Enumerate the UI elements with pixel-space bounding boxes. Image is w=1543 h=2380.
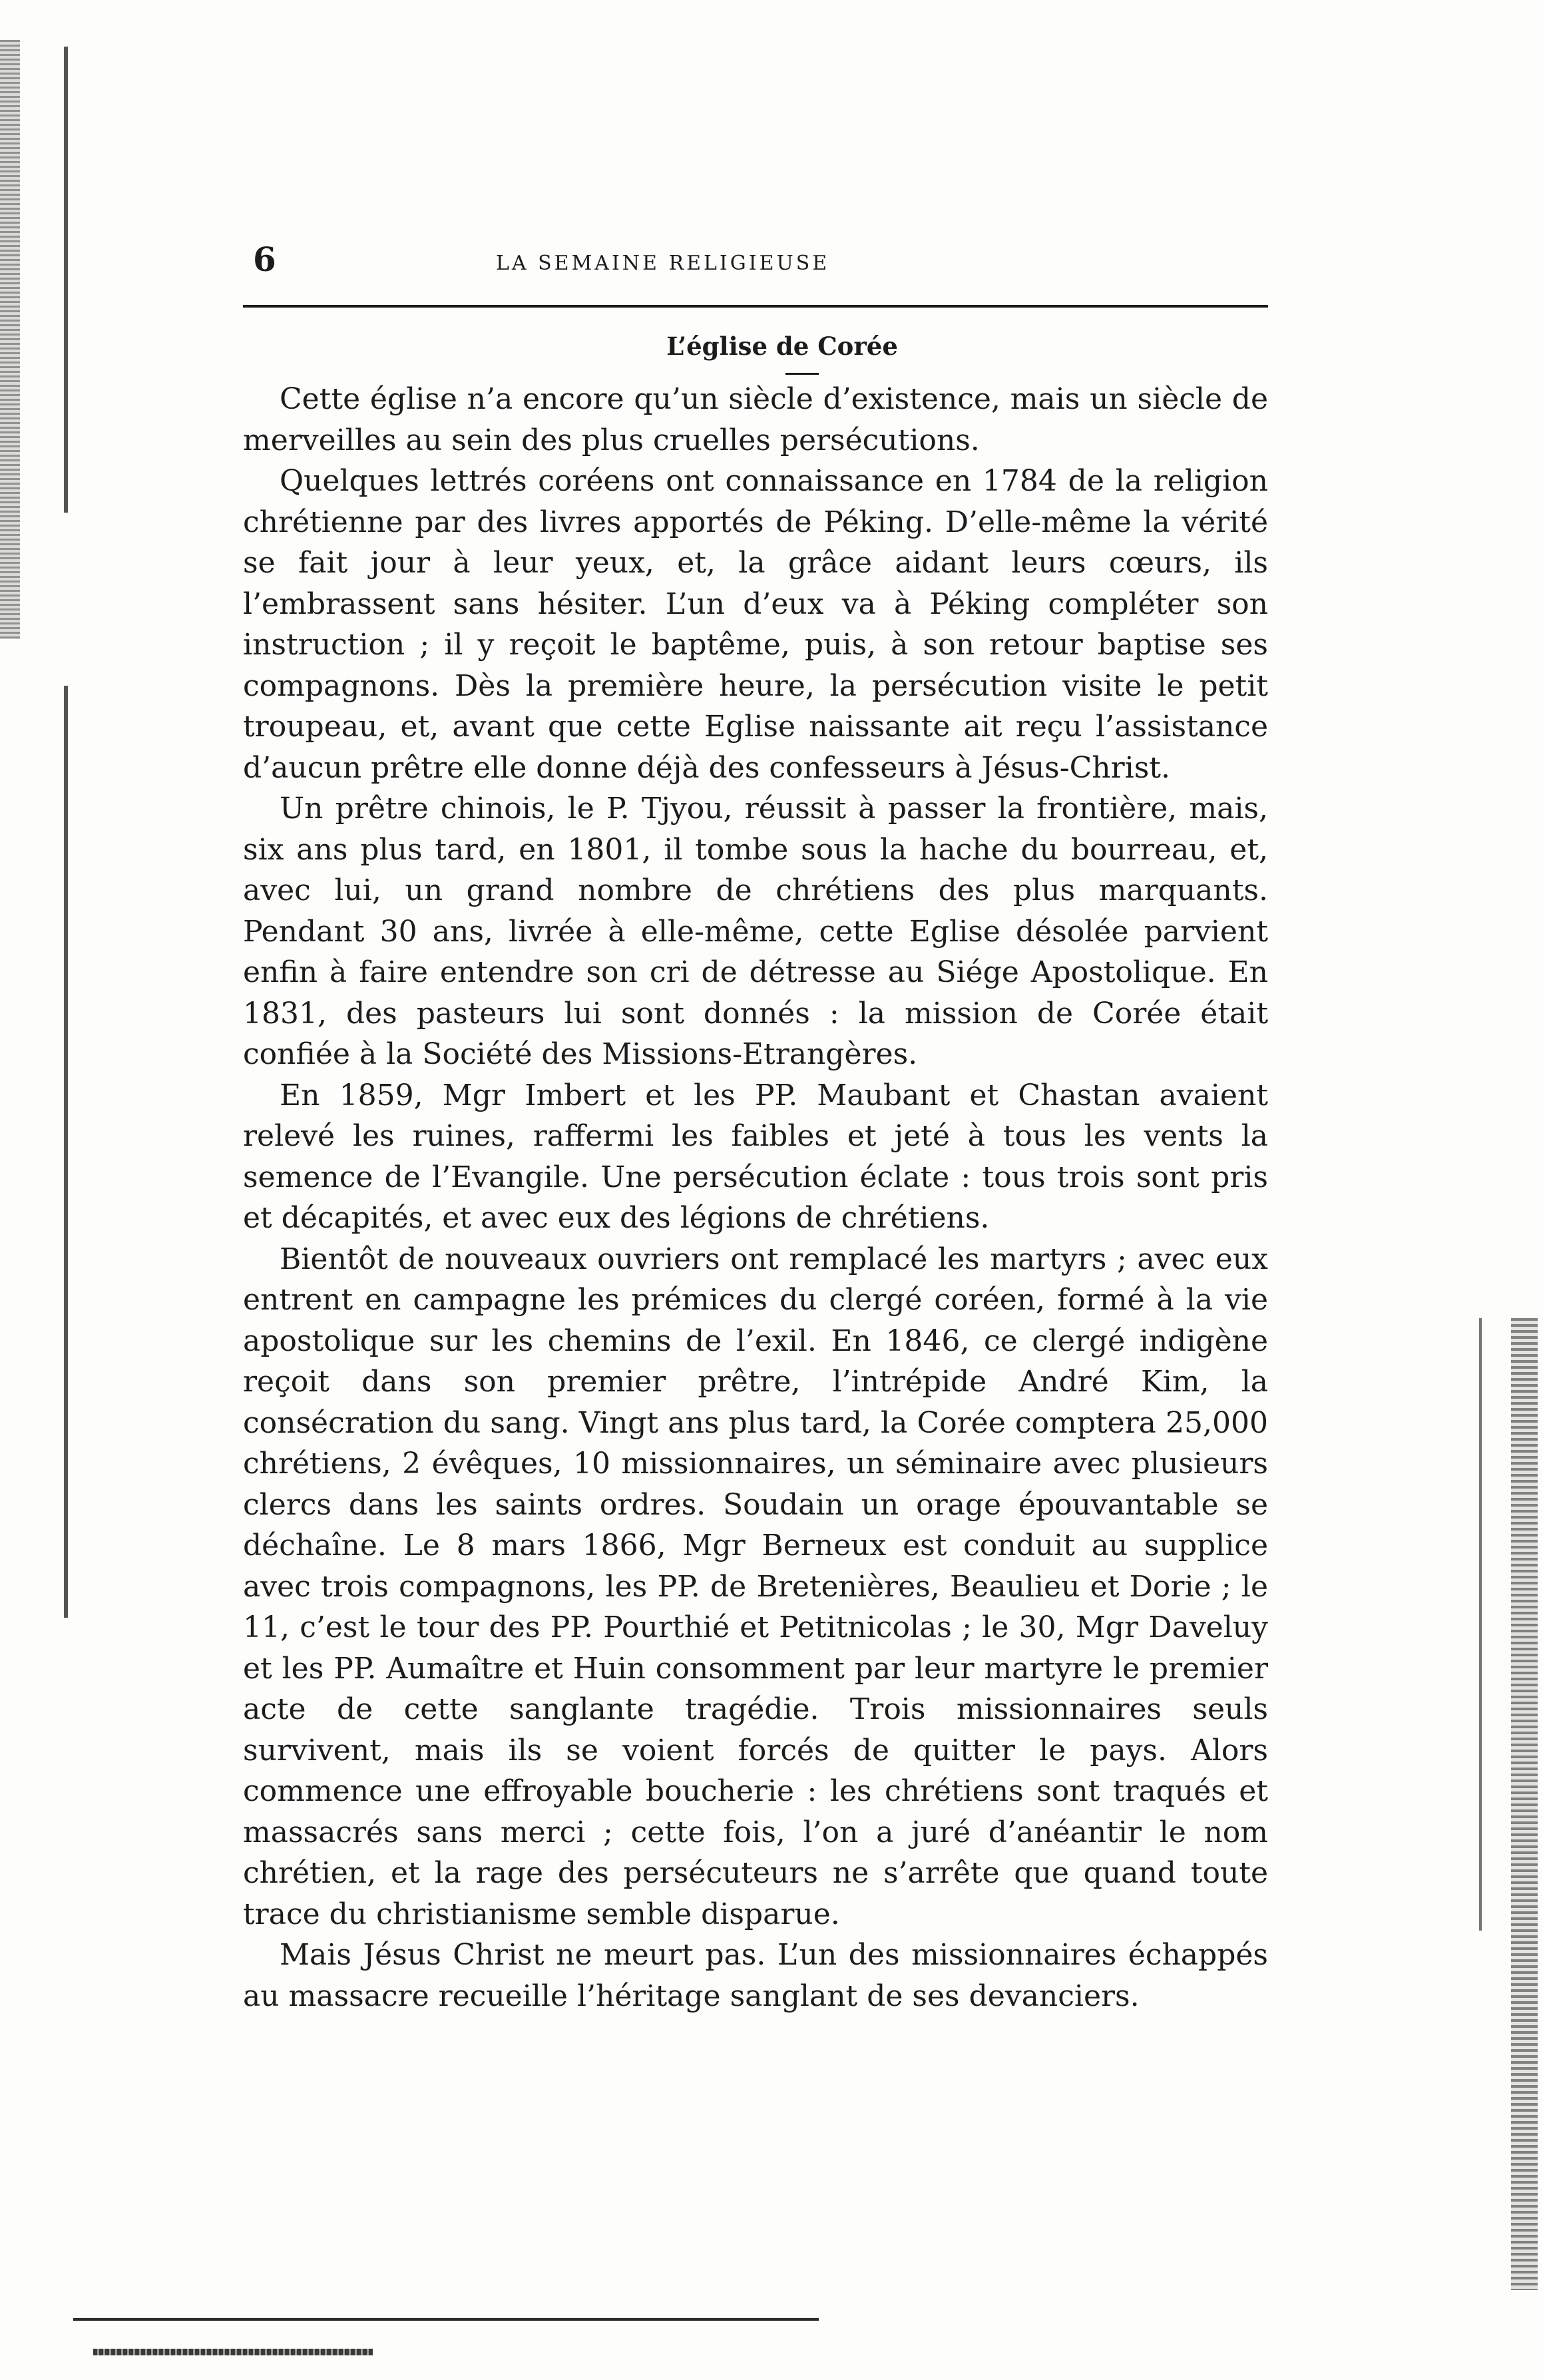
scan-artifact-bottom-smudge (93, 2349, 373, 2355)
scan-artifact-bottom-line (73, 2318, 819, 2321)
page-number: 6 (253, 240, 276, 279)
running-title: LA SEMAINE RELIGIEUSE (496, 252, 830, 275)
scan-artifact-right-line (1479, 1318, 1482, 1931)
paragraph: Mais Jésus Christ ne meurt pas. L’un des missionnaires échappés au massacre recueille l’héritage sanglant de ses devanciers. (243, 1938, 1268, 2013)
paragraph: En 1859, Mgr Imbert et les PP. Maubant et Chastan avaient relevé les ruines, raffermi les faibles et jeté à tous les vents la semence de l’Evangile. Une persécution éclate : tous trois sont pris et décapités, et avec eux des légions de chrétiens. (243, 1078, 1268, 1235)
article-body (243, 379, 1268, 2017)
paragraph: Bientôt de nouveaux ouvriers ont remplacé les martyrs ; avec eux entrent en campagne les prémices du clergé coréen, formé à la vie apostolique sur les chemins de l’exil. En 1846, ce clergé indigène reçoit dans son premier prêtre, l’intrépide André Kim, la consécration du sang. Vingt ans plus tard, la Corée comptera 25,000 chrétiens, 2 évêques, 10 missionnaires, un séminaire avec plusieurs clercs dans les saints ordres. Soudain un orage épouvantable se déchaîne. Le 8 mars 1866, Mgr Berneux est conduit au supplice avec trois compagnons, les PP. de Bretenières, Beaulieu et Dorie ; le 11, c’est le tour des PP. Pourthié et Petitnicolas ; le 30, Mgr Daveluy et les PP. Aumaître et Huin consomment par leur martyre le premier acte de cette sanglante tragédie. Trois missionnaires seuls survivent, mais ils se voient forcés de quitter le pays. Alors commence une effroyable boucherie : les chrétiens sont traqués et massacrés sans merci ; cette fois, l’on a juré d’anéantir le nom chrétien, et la rage des persécuteurs ne s’arrête que quand toute trace du christianisme semble disparue. (243, 1242, 1268, 1931)
paragraph: Cette église n’a encore qu’un siècle d’existence, mais un siècle de merveilles au sein des plus cruelles persécutions. (243, 382, 1268, 457)
paragraph: Un prêtre chinois, le P. Tjyou, réussit à passer la frontière, mais, six ans plus tard, en 1801, il tombe sous la hache du bourreau, et, avec lui, un grand nombre de chrétiens des plus marquants. Pendant 30 ans, livrée à elle-même, cette Eglise désolée parvient enfin à faire entendre son cri de détresse au Siége Apostolique. En 1831, des pasteurs lui sont donnés : la mission de Corée était confiée à la Société des Missions-Etrangères. (243, 792, 1268, 1071)
document-page (243, 240, 1268, 2017)
running-header (243, 240, 1268, 308)
paragraph: Quelques lettrés coréens ont connaissance en 1784 de la religion chrétienne par des livres apportés de Péking. D’elle-même la vérité se fait jour à leur yeux, et, la grâce aidant leurs cœurs, ils l’embrassent sans hésiter. L’un d’eux va à Péking compléter son instruction ; il y reçoit le baptême, puis, à son retour baptise ses compagnons. Dès la première heure, la persécution visite le petit troupeau, et, avant que cette Eglise naissante ait reçu l’assistance d’aucun prêtre elle donne déjà des confesseurs à Jésus-Christ. (243, 464, 1268, 785)
article-title: L’église de Corée (666, 332, 898, 361)
scan-artifact-left-line (64, 686, 68, 1618)
scan-artifact-left-line (64, 47, 68, 513)
scan-artifact-right-edge (1511, 1318, 1538, 2290)
scan-artifact-left-edge (0, 40, 20, 639)
title-divider (785, 373, 819, 375)
